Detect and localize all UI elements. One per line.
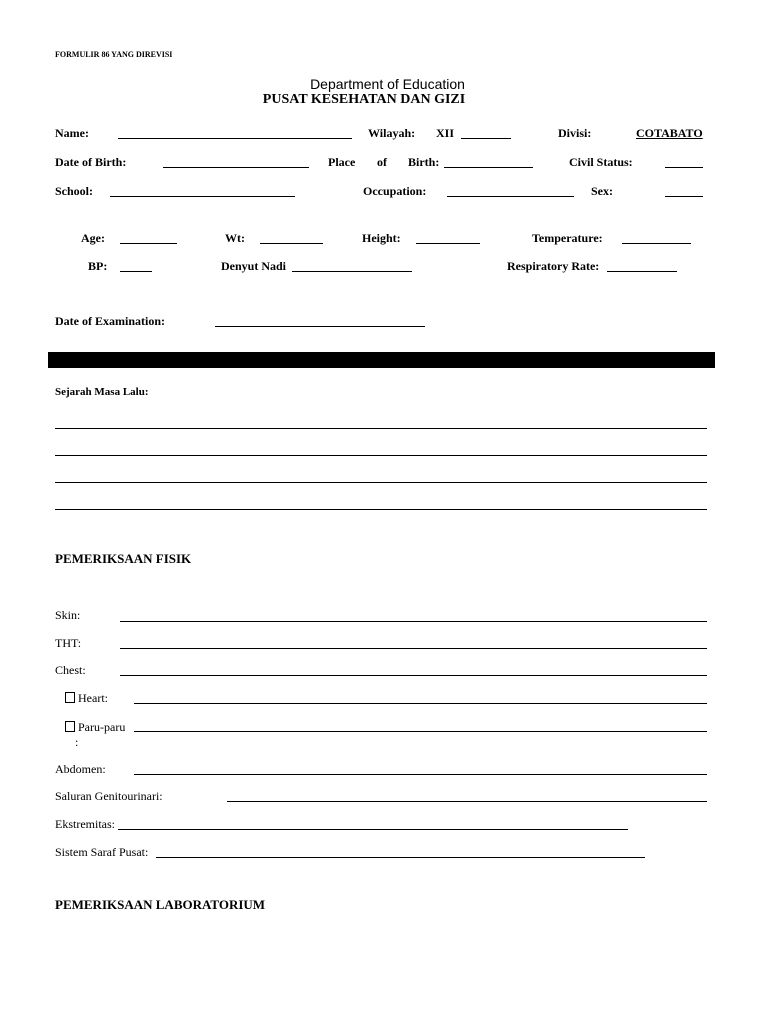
bp-label: BP:	[88, 259, 108, 273]
temperature-field[interactable]	[622, 243, 691, 244]
skin-field[interactable]	[120, 621, 707, 622]
exam-date-label: Date of Examination:	[55, 314, 165, 328]
extremities-label: Ekstremitas:	[55, 817, 115, 831]
temperature-label: Temperature:	[532, 231, 603, 245]
page-title: PUSAT KESEHATAN DAN GIZI	[262, 92, 466, 107]
division-value: COTABATO	[636, 126, 703, 140]
school-label: School:	[55, 184, 94, 198]
occupation-field[interactable]	[447, 196, 574, 197]
height-field[interactable]	[416, 243, 480, 244]
height-label: Height:	[362, 231, 401, 245]
sex-field[interactable]	[665, 196, 703, 197]
division-label: Divisi:	[558, 126, 592, 140]
cns-label: Sistem Saraf Pusat:	[55, 845, 149, 859]
pob-label-birth: Birth:	[408, 155, 440, 169]
history-line-1[interactable]	[55, 428, 707, 429]
laboratory-exam-title: PEMERIKSAAN LABORATORIUM	[55, 897, 266, 912]
dob-field[interactable]	[163, 167, 309, 168]
region-label: Wilayah:	[368, 126, 416, 140]
lungs-checkbox-icon[interactable]	[65, 721, 75, 732]
heart-row	[65, 691, 108, 706]
pulse-label: Denyut Nadi	[221, 259, 287, 273]
civil-status-label: Civil Status:	[569, 155, 633, 169]
chest-label: Chest:	[55, 663, 86, 677]
skin-label: Skin:	[55, 608, 81, 622]
age-field[interactable]	[120, 243, 177, 244]
lungs-label: Paru-paru	[78, 720, 126, 734]
department-name: Department of Education	[310, 76, 465, 92]
tht-label: THT:	[55, 636, 82, 650]
region-value: XII	[436, 126, 455, 140]
genitourinary-label: Saluran Genitourinari:	[55, 789, 163, 803]
heart-field[interactable]	[134, 703, 707, 704]
civil-status-field[interactable]	[665, 167, 703, 168]
heart-checkbox-icon[interactable]	[65, 692, 75, 703]
chest-field[interactable]	[120, 675, 707, 676]
form-code: FORMULIR 86 YANG DIREVISI	[55, 50, 173, 59]
history-line-4[interactable]	[55, 509, 707, 510]
school-field[interactable]	[110, 196, 295, 197]
age-label: Age:	[81, 231, 105, 245]
lungs-colon: :	[75, 735, 79, 749]
respiratory-label: Respiratory Rate:	[507, 259, 600, 273]
physical-exam-title: PEMERIKSAAN FISIK	[55, 551, 192, 566]
region-field-line[interactable]	[461, 138, 511, 139]
cns-field[interactable]	[156, 857, 645, 858]
wt-field[interactable]	[260, 243, 323, 244]
bp-field[interactable]	[120, 271, 152, 272]
history-line-2[interactable]	[55, 455, 707, 456]
history-label: Sejarah Masa Lalu:	[55, 386, 149, 398]
occupation-label: Occupation:	[363, 184, 427, 198]
abdomen-field[interactable]	[134, 774, 707, 775]
wt-label: Wt:	[225, 231, 245, 245]
section-divider-bar	[48, 352, 715, 368]
extremities-field[interactable]	[118, 829, 628, 830]
lungs-row	[65, 720, 125, 735]
tht-field[interactable]	[120, 648, 707, 649]
pulse-field[interactable]	[292, 271, 412, 272]
exam-date-field[interactable]	[215, 326, 425, 327]
genitourinary-field[interactable]	[227, 801, 707, 802]
name-label: Name:	[55, 126, 89, 140]
history-line-3[interactable]	[55, 482, 707, 483]
pob-field[interactable]	[444, 167, 533, 168]
pob-label-of: of	[377, 155, 387, 169]
name-field[interactable]	[118, 138, 352, 139]
sex-label: Sex:	[591, 184, 613, 198]
pob-label-place: Place	[328, 155, 356, 169]
respiratory-field[interactable]	[607, 271, 677, 272]
heart-label: Heart:	[78, 691, 108, 705]
lungs-field[interactable]	[134, 731, 707, 732]
dob-label: Date of Birth:	[55, 155, 127, 169]
abdomen-label: Abdomen:	[55, 762, 106, 776]
